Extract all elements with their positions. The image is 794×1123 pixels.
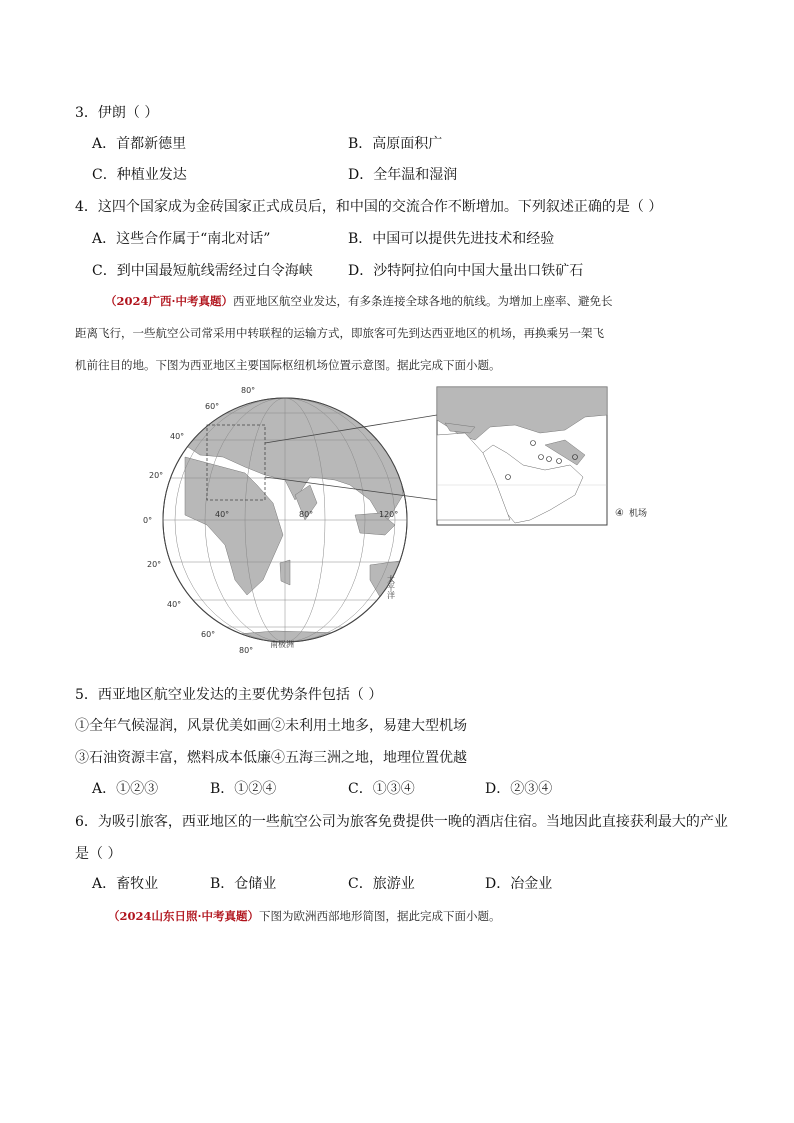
q3-option-d: D．全年温和湿润	[348, 167, 458, 183]
lon-label: 80°	[299, 510, 314, 519]
q6-stem-line-2: 是（ ）	[75, 846, 122, 862]
q6-option-c: C．旅游业	[348, 876, 415, 892]
lat-label: 80°	[239, 646, 254, 655]
legend-label: 机场	[629, 509, 648, 519]
passage-text-1: 西亚地区航空业发达，有多条连接全球各地的航线。为增加上座率、避免长	[233, 294, 613, 308]
lat-label: 60°	[205, 402, 220, 411]
q6-option-d: D．冶金业	[485, 876, 553, 892]
q4-option-a: A．这些合作属于“南北对话”	[92, 231, 271, 247]
q5-statement-line-1: ①全年气候湿润，风景优美如画②未利用土地多，易建大型机场	[75, 718, 467, 734]
q6-option-a: A．畜牧业	[92, 876, 159, 892]
passage-line-1	[105, 293, 613, 309]
q5-option-a: A．①②③	[92, 781, 159, 797]
q4-stem: 4．这四个国家成为金砖国家正式成员后，和中国的交流合作不断增加。下列叙述正确的是（ ）	[75, 199, 663, 215]
antarctica-label: 南极洲	[270, 640, 294, 649]
q5-option-c: C．①③④	[348, 781, 415, 797]
ocean-label: 太平洋	[386, 575, 396, 599]
q3-option-b: B．高原面积广	[348, 136, 443, 152]
passage-line-2: 距离飞行，一些航空公司常采用中转联程的运输方式，即旅客可先到达西亚地区的机场，再换乘另一架飞	[75, 326, 604, 340]
lat-label: 80°	[241, 386, 256, 395]
passage-line-3: 机前往目的地。下图为西亚地区主要国际枢纽机场位置示意图。据此完成下面小题。	[75, 358, 501, 372]
q4-option-b: B．中国可以提供先进技术和经验	[348, 231, 555, 247]
lat-label: 20°	[147, 560, 162, 569]
inset-map	[437, 387, 607, 525]
passage-2-text: 下图为欧洲西部地形简图，据此完成下面小题。	[259, 909, 501, 923]
q4-option-d: D．沙特阿拉伯向中国大量出口铁矿石	[348, 263, 584, 279]
lat-label: 60°	[201, 630, 216, 639]
lat-label: 40°	[170, 432, 185, 441]
passage-2-line	[108, 908, 501, 924]
q5-stem: 5．西亚地区航空业发达的主要优势条件包括（ ）	[75, 687, 383, 703]
source-tag-2: （2024山东日照·中考真题）	[108, 909, 260, 923]
airport-symbol-icon: ④	[615, 508, 624, 519]
q6-stem-line-1: 6．为吸引旅客，西亚地区的一些航空公司为旅客免费提供一晚的酒店住宿。当地因此直接获利最大的产业	[75, 814, 728, 830]
q3-stem: 3．伊朗（ ）	[75, 105, 159, 121]
source-tag: （2024广西·中考真题）	[105, 294, 234, 308]
q4-option-c: C．到中国最短航线需经过白令海峡	[92, 263, 313, 279]
lat-label: 40°	[167, 600, 182, 609]
q3-option-a: A．首都新德里	[92, 136, 187, 152]
lat-label: 20°	[149, 471, 164, 480]
q5-option-b: B．①②④	[210, 781, 277, 797]
lon-label: 120°	[379, 510, 399, 519]
lat-label: 0°	[143, 516, 153, 525]
q6-option-b: B．仓储业	[210, 876, 277, 892]
q5-option-d: D．②③④	[485, 781, 553, 797]
west-asia-airport-map	[145, 385, 665, 660]
lon-label: 40°	[215, 510, 230, 519]
q5-statement-line-2: ③石油资源丰富，燃料成本低廉④五海三洲之地，地理位置优越	[75, 750, 467, 766]
q3-option-c: C．种植业发达	[92, 167, 187, 183]
